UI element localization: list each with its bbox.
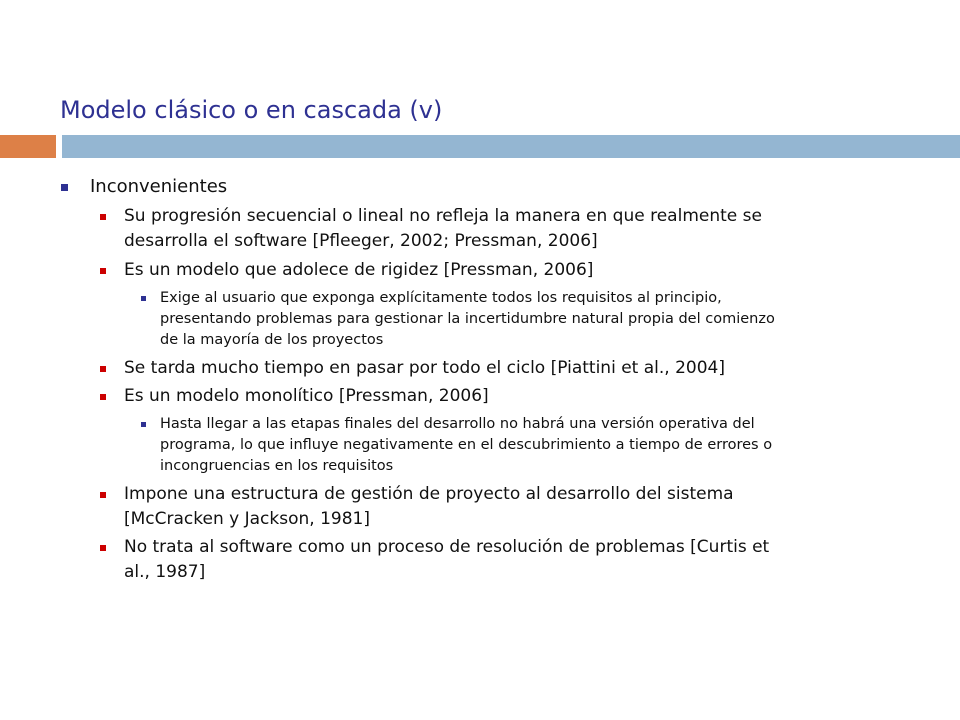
list-item	[124, 258, 593, 283]
bullet-square-icon	[100, 366, 106, 372]
bullet-square-icon	[141, 422, 146, 427]
sub-list-item-line: incongruencias en los requisitos	[160, 458, 394, 474]
sub-list-item-line: presentando problemas para gestionar la incertidumbre natural propia del comienzo	[160, 311, 775, 327]
sub-list-item-line: programa, lo que influye negativamente en el descubrimiento a tiempo de errores o	[160, 437, 773, 453]
list-item	[124, 356, 725, 381]
list-item	[124, 384, 489, 409]
list-item-line: Su progresión secuencial o lineal no refleja la manera en que realmente se	[124, 206, 762, 226]
list-item-line: desarrolla el software [Pfleeger, 2002; Pressman, 2006]	[124, 231, 598, 251]
list-item-line: Es un modelo monolítico [Pressman, 2006]	[124, 386, 489, 406]
bullet-square-icon	[141, 296, 146, 301]
bullet-square-icon	[100, 268, 106, 274]
bullet-heading: Inconvenientes	[90, 176, 228, 197]
bullet-square-icon	[61, 184, 68, 191]
bullet-square-icon	[100, 545, 106, 551]
bullet-square-icon	[100, 394, 106, 400]
list-item	[124, 204, 762, 254]
list-item-line: Es un modelo que adolece de rigidez [Pressman, 2006]	[124, 260, 594, 280]
sub-list-item-line: de la mayoría de los proyectos	[160, 332, 384, 348]
list-item-line: Se tarda mucho tiempo en pasar por todo el ciclo [Piattini et al., 2004]	[124, 358, 725, 378]
bullet-square-icon	[100, 492, 106, 498]
sub-list-item-line: Hasta llegar a las etapas finales del desarrollo no habrá una versión operativa del	[160, 416, 755, 432]
list-item-line: [McCracken y Jackson, 1981]	[124, 509, 370, 529]
list-item	[124, 482, 734, 532]
list-item-line: No trata al software como un proceso de resolución de problemas [Curtis et	[124, 537, 770, 557]
sub-list-item	[160, 288, 775, 351]
list-item	[124, 535, 769, 585]
sub-list-item	[160, 414, 772, 477]
list-item-line: al., 1987]	[124, 562, 206, 582]
list-item-line: Impone una estructura de gestión de proyecto al desarrollo del sistema	[124, 484, 734, 504]
sub-list-item-line: Exige al usuario que exponga explícitamente todos los requisitos al principio,	[160, 290, 722, 306]
bullet-square-icon	[100, 214, 106, 220]
slide-title: Modelo clásico o en cascada (v)	[60, 96, 443, 124]
